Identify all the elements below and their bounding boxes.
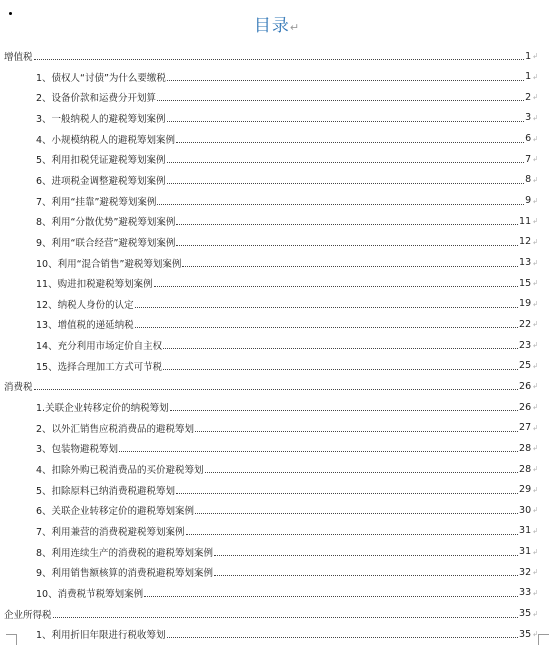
paragraph-mark-icon: ↲ xyxy=(532,465,538,473)
toc-page-number: 26 xyxy=(519,401,532,413)
paragraph-mark-icon: ↲ xyxy=(532,155,538,164)
toc-entry-label: 1、债权人“讨债”为什么要缴税 xyxy=(36,72,166,84)
paragraph-mark-icon: ↲ xyxy=(532,361,538,370)
toc-entry-label: 13、增值税的递延纳税 xyxy=(36,320,134,332)
toc-entry-label: 5、扣除原料已纳消费税避税筹划 xyxy=(36,485,176,497)
toc-entry[interactable] xyxy=(36,108,538,128)
paragraph-mark-icon: ↲ xyxy=(532,423,538,432)
toc-page-number: 1 xyxy=(525,71,532,83)
toc-section-entry[interactable] xyxy=(4,46,538,66)
toc-page-number: 1 xyxy=(525,50,532,62)
toc-entry[interactable] xyxy=(36,397,538,417)
toc-page-number: 22 xyxy=(519,318,532,330)
toc-page-number: 12 xyxy=(519,236,532,248)
toc-dot-leader xyxy=(157,203,524,205)
toc-entry-label: 1.关联企业转移定价的纳税筹划 xyxy=(36,403,169,415)
toc-page-number: 6 xyxy=(525,133,532,145)
toc-dot-leader xyxy=(176,141,524,143)
toc-entry[interactable] xyxy=(36,191,538,211)
paragraph-mark-icon: ↲ xyxy=(532,568,538,577)
toc-entry[interactable] xyxy=(36,562,538,582)
toc-entry-label: 1、利用折旧年限进行税收筹划 xyxy=(36,630,166,642)
toc-entry-label: 14、充分利用市场定价自主权 xyxy=(36,341,163,353)
toc-entry[interactable] xyxy=(36,500,538,520)
toc-entry-label: 消费税 xyxy=(4,382,33,394)
paragraph-mark-icon: ↲ xyxy=(532,237,538,246)
paragraph-mark-icon: ↲ xyxy=(532,217,538,226)
toc-entry-label: 3、包装物避税筹划 xyxy=(36,444,119,456)
toc-page-number: 9 xyxy=(525,195,532,207)
toc-dot-leader xyxy=(182,265,518,267)
toc-dot-leader xyxy=(214,574,518,576)
toc-entry[interactable] xyxy=(36,170,538,190)
toc-dot-leader xyxy=(195,512,518,514)
toc-entry-label: 12、纳税人身份的认定 xyxy=(36,299,134,311)
toc-page-number: 2 xyxy=(525,91,532,103)
toc-entry[interactable] xyxy=(36,149,538,169)
toc-page-number: 32 xyxy=(519,566,532,578)
toc-dot-leader xyxy=(167,161,525,163)
toc-entry[interactable] xyxy=(36,521,538,541)
toc-entry-label: 15、选择合理加工方式可节税 xyxy=(36,361,163,373)
toc-entry-label: 7、利用兼营的消费税避税筹划案例 xyxy=(36,526,185,538)
page-corner-mark-right xyxy=(538,634,549,645)
toc-title-text: 目录 xyxy=(253,16,290,36)
paragraph-mark-icon: ↲ xyxy=(532,258,538,267)
paragraph-mark-icon: ↲ xyxy=(532,134,538,143)
toc-entry[interactable] xyxy=(36,67,538,87)
toc-dot-leader xyxy=(176,244,518,246)
toc-entry[interactable] xyxy=(36,129,538,149)
toc-entry[interactable] xyxy=(36,418,538,438)
toc-dot-leader xyxy=(135,326,518,328)
toc-entry[interactable] xyxy=(36,87,538,107)
paragraph-mark-icon: ↲ xyxy=(532,320,538,329)
toc-entry[interactable] xyxy=(36,480,538,500)
toc-page-number: 28 xyxy=(519,463,532,475)
toc-page-number: 23 xyxy=(519,339,532,351)
toc-dot-leader xyxy=(170,409,518,411)
toc-entry-label: 10、消费税节税筹划案例 xyxy=(36,588,144,600)
toc-dot-leader xyxy=(163,368,518,370)
toc-entry-label: 7、利用“挂靠”避税筹划案例 xyxy=(36,196,157,208)
toc-title xyxy=(0,11,554,36)
toc-entry[interactable] xyxy=(36,624,538,644)
toc-dot-leader xyxy=(167,182,525,184)
toc-entry-label: 6、关联企业转移定价的避税筹划案例 xyxy=(36,506,195,518)
paragraph-mark-icon: ↲ xyxy=(532,403,538,412)
toc-entry-label: 11、购进扣税避税筹划案例 xyxy=(36,279,153,291)
toc-section-entry[interactable] xyxy=(4,376,538,396)
toc-dot-leader xyxy=(144,595,518,597)
toc-dot-leader xyxy=(157,99,524,101)
toc-entry[interactable] xyxy=(36,314,538,334)
toc-page-number: 27 xyxy=(519,422,532,434)
toc-dot-leader xyxy=(163,347,518,349)
toc-entry-label: 4、扣除外购已税消费品的买价避税筹划 xyxy=(36,465,204,476)
toc-entry-label: 5、利用扣税凭证避税筹划案例 xyxy=(36,155,166,167)
toc-entry[interactable] xyxy=(36,232,538,252)
toc-entry[interactable] xyxy=(36,459,538,479)
paragraph-mark-icon: ↲ xyxy=(532,341,538,350)
toc-entry[interactable] xyxy=(36,335,538,355)
paragraph-mark-icon: ↲ xyxy=(532,279,538,288)
paragraph-mark-icon: ↵ xyxy=(289,21,301,34)
toc-page-number: 28 xyxy=(519,442,532,454)
paragraph-mark-icon: ↲ xyxy=(532,630,538,639)
toc-page-number: 19 xyxy=(519,298,532,310)
toc-entry[interactable] xyxy=(36,273,538,293)
toc-page-number: 30 xyxy=(519,504,532,516)
toc-dot-leader xyxy=(186,533,518,535)
toc-page-number: 35 xyxy=(519,628,532,640)
paragraph-mark-icon: ↲ xyxy=(532,609,538,618)
toc-entry-label: 3、一般纳税人的避税筹划案例 xyxy=(36,113,166,125)
toc-entry-label: 增值税 xyxy=(4,52,33,63)
toc-dot-leader xyxy=(167,636,518,638)
paragraph-mark-icon: ↲ xyxy=(532,588,538,597)
paragraph-mark-icon: ↲ xyxy=(532,382,538,391)
toc-page-number: 15 xyxy=(519,277,532,289)
toc-page-number: 35 xyxy=(519,608,532,620)
toc-dot-leader xyxy=(53,616,519,618)
paragraph-mark-icon: ↲ xyxy=(532,526,538,535)
paragraph-mark-icon: ↲ xyxy=(532,485,538,494)
toc-entry[interactable] xyxy=(36,356,538,376)
toc-page-number: 3 xyxy=(525,112,532,124)
paragraph-mark-icon: ↲ xyxy=(532,52,538,60)
paragraph-mark-icon: ↲ xyxy=(532,196,538,205)
toc-dot-leader xyxy=(205,471,518,473)
toc-dot-leader xyxy=(34,388,519,390)
toc-entry-label: 9、利用销售额核算的消费税避税筹划案例 xyxy=(36,568,214,580)
toc-entry-label: 2、设备价款和运费分开划算 xyxy=(36,93,157,105)
toc-entry-label: 6、进项税金调整避税筹划案例 xyxy=(36,175,166,187)
toc-dot-leader xyxy=(195,430,518,432)
toc-page-number: 7 xyxy=(525,153,532,165)
toc-dot-leader xyxy=(214,554,518,556)
toc-dot-leader xyxy=(167,120,525,122)
toc-entry-label: 10、利用“混合销售”避税筹划案例 xyxy=(36,258,182,270)
toc-dot-leader xyxy=(176,492,518,494)
paragraph-mark-icon: ↲ xyxy=(532,175,538,184)
toc-entry[interactable] xyxy=(36,542,538,562)
toc-entry-label: 9、利用“联合经营”避税筹划案例 xyxy=(36,237,176,249)
toc-entry-label: 2、以外汇销售应税消费品的避税筹划 xyxy=(36,423,195,435)
toc-dot-leader xyxy=(176,223,518,225)
paragraph-mark-icon: ↲ xyxy=(532,506,538,515)
toc-page-number: 29 xyxy=(519,484,532,496)
page-corner-mark-left xyxy=(6,634,17,645)
paragraph-mark-icon: ↲ xyxy=(532,93,538,102)
toc-page-number: 11 xyxy=(519,215,532,227)
paragraph-mark-icon: ↲ xyxy=(532,444,538,453)
toc-dot-leader xyxy=(167,79,524,81)
toc-entry[interactable] xyxy=(36,583,538,603)
toc-page-number: 31 xyxy=(519,525,532,537)
toc-page-number: 26 xyxy=(519,380,532,392)
toc-page-number: 8 xyxy=(525,174,532,186)
toc-entry[interactable] xyxy=(36,211,538,231)
toc-entry-label: 8、利用连续生产的消费税的避税筹划案例 xyxy=(36,547,214,559)
toc-page-number: 25 xyxy=(519,360,532,372)
toc-entry[interactable] xyxy=(36,438,538,458)
toc-entry[interactable] xyxy=(36,253,538,273)
toc-dot-leader xyxy=(154,285,518,287)
paragraph-mark-icon: ↲ xyxy=(532,547,538,556)
paragraph-mark-icon: ↲ xyxy=(532,299,538,308)
toc-entry-label: 企业所得税 xyxy=(4,609,52,621)
toc-entry-label: 8、利用“分散优势”避税筹划案例 xyxy=(36,217,176,229)
toc-entry[interactable] xyxy=(36,294,538,314)
paragraph-mark-icon: ↲ xyxy=(532,72,538,81)
toc-dot-leader xyxy=(135,306,518,308)
toc-section-entry[interactable] xyxy=(4,604,538,624)
paragraph-mark-icon: ↲ xyxy=(532,113,538,122)
toc-page-number: 33 xyxy=(519,587,532,599)
toc-entry-label: 4、小规模纳税人的避税筹划案例 xyxy=(36,134,176,146)
toc-dot-leader xyxy=(119,450,518,452)
toc-page-number: 31 xyxy=(519,546,532,558)
toc-dot-leader xyxy=(34,58,525,60)
toc-page-number: 13 xyxy=(519,257,532,268)
